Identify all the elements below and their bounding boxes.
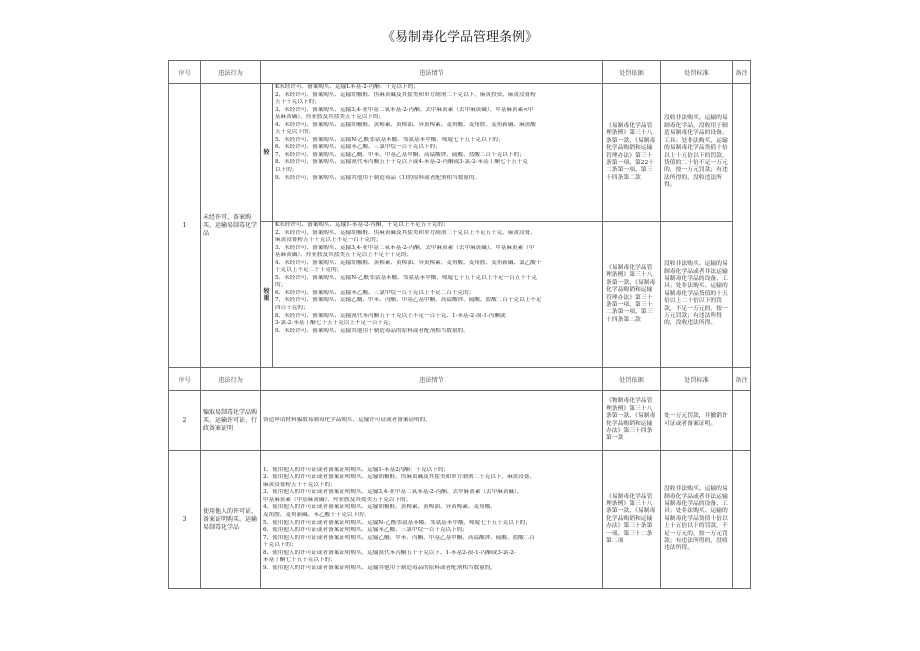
header-row [169,61,751,84]
plot-line: 4、使用他人的许可证或者备案证明购买、运输胡椒醛、黄樟素、黄樟油、异黄樟素、麦角酸、 [263,504,496,511]
header2-seq: 序号 [169,368,201,391]
row3-penalty: 没收非法购买、运输的易制毒化学品或者非法运输易制毒化学品的设备、工具；处非法购买、运输的易制毒化学品货值十倍以上十五倍以下的罚款，不足一万元的，按一万元罚款；有违法所得的，没收违法所得。 [661,451,733,589]
plot-line: 麻黄浸膏粉五十千克以下的； [263,481,336,488]
plot-line: K未经许可、备案购买、运输L苯基-2-丙酮：千克以下的； [275,84,419,90]
plot-line: 6、未经许可、备案购买、运输苯乙酸、三氯甲烷一百千克以上不足二百千克的； [275,289,475,296]
plot-line: 四百千克的； [275,305,309,312]
plot-line: 五千克以下的； [275,129,315,136]
row2 [169,391,751,451]
penalty-table-part2 [168,367,751,589]
row2-plot: 伪造申请材料骗取易制毒化学品购买、运输许可证或者备案证明的。 [261,391,603,451]
row2-seq: 2 [169,391,201,451]
row2-penalty: 处一万元罚款，并撤销许可证或者备案证明。 [661,391,733,451]
row1-light-basis: 《易制毒化学品管理条例》第三十八条第一款、《易制毒化学品购销和运输管理办法》第三十条第一项、第三十二条第一项、第三十四条第二款 [603,222,661,368]
document-title: 《易制毒化学品管理条例》 [381,30,538,45]
plot-line: 9、未经许可、备案购买、运输其他用于制造毒品（1)的原料或者配剂相当数量的。 [275,174,481,181]
plot-line: 五十千克以下的； [275,99,320,106]
plot-line: K未经许可、备案购买、运输1-苯基-2-丙酮，千克以上不足五千克的； [275,222,449,228]
plot-line: 千克以下的； [263,542,297,549]
header-behavior: 违法行为 [201,61,261,84]
plot-line: 2、未经许可、备案购买、运输胡椒醛、伪麻黄碱及其盐类和单方制剂二千克以上不足五千克、麻黄浸膏、 [275,229,536,236]
row3-remark [733,451,751,589]
header2-basis: 处罚依据 [603,368,661,391]
plot-line: 8、未经许可、备案购买、运输溴代苯丙酮五十千克以上不足一百千克、1-苯基-2-溴-1-丙酮或 [275,312,506,319]
header2-standard: 处罚标准 [661,368,733,391]
plot-line: 4、未经许可、备案购买、运输胡椒醛、黄樟素、黄樟油、异黄樟素、麦角酸、麦角胺、麦角新碱、麻黄酸 [275,121,536,128]
plot-line: 以下的； [275,167,298,174]
penalty-table-part1 [168,60,751,368]
plot-line: 6、使用他人的许可证或者备案证明购买、运输苯乙酸、三氯甲烷一百千克以下的； [263,527,468,534]
row1-heavy [169,84,751,222]
plot-line: 3-氯-2-苯基丁酮七十五千克以上不足一百千克； [275,320,395,327]
row2-behavior: 骗取易制毒化学品购买、运输许可证、行政备案证明 [201,391,261,451]
row3-behavior: 使用他人的许可证、备案证明购买、运输易制毒化学品 [201,451,261,589]
row1-light-plots [273,222,603,368]
plot-line: 基麻黄碱）、羟亚胺及其盐类五千克以上不足十千克的； [275,252,413,259]
plot-line: 7、使用他人的许可证或者备案证明购买、运输乙醚、甲苯、丙酮、甲基乙基甲酮、高锰酸钾、硫酸、盐酸二百 [263,534,536,541]
row1-behavior: 未经许可、备案购买、运输易制毒化学品 [201,84,261,368]
plot-line: 9、使用他人的许可证或者备案证明购买、运输其他用于制造毒品的原料或者配剂相当数量的。 [263,564,496,571]
plot-line: 9、未经许可、备案购买、运输其他用于制造毒品的原料或者配剂相当数量的。 [275,327,469,334]
plot-line: 7、未经许可、备案购买、运输乙醚、甲苯、丙酮、甲基乙基甲酮、高锰酸钾、硫酸、盐酸二百千克以上不足 [275,297,542,304]
plot-line: 2、未经许可、备案购买、运输胡椒醛、伪麻黄碱及其盐类和单方制剂二千克以下，麻黄投资、麻黄浸膏粉 [275,91,536,98]
header-seq: 序号 [169,61,201,84]
header-plot: 违法情节 [261,61,603,84]
plot-line: 2、使用他人的许可证或者备案证明购买、运输胡椒醛、伪麻黄碱及其盐类和单方制剂二千克以下、麻黄浸膏、 [263,474,536,481]
plot-line: 8、使用他人的许可证或者备案证明购买、运输溴代苯丙酮五十千克以下、1-苯基2-溴-1-丙酮或3-氯-2- [263,549,516,556]
plot-line: 3、未经许可、备案购买、运输3,4-亚甲基二氧苯基-2-丙酮、去甲麻黄素（去甲麻黄碱）、甲基麻黄素（甲 [275,244,535,251]
header2-plot: 违法情节 [261,368,603,391]
header2-behavior: 违法行为 [201,368,261,391]
row1-seq: 1 [169,84,201,368]
row2-remark [733,391,751,451]
header2-remark: 备注 [733,368,751,391]
row3-plots [261,451,603,589]
plot-line: 麦角胺、麦角新碱、苯乙酸十千克以下的； [263,511,370,518]
plot-line: 的； [275,282,287,289]
row1-level-heavy: 较 [261,84,273,222]
plot-line: 基麻黄碱），羟亚胺及其盐类五千克以下的； [275,114,385,121]
header-basis: 处罚依据 [603,61,661,84]
header-row-2 [169,368,751,391]
plot-line: 甲基麻黄素（甲基麻黄碱）、羟亚胺及其盐类五千克以下的； [263,496,412,503]
plot-line: 7、未经许可、备案购买、运输乙醚、甲苯、甲基乙基甲酮、高锰酸钾、硫酸、盐酸二百千克以下的； [275,151,525,158]
plot-line: 3、使用他人的许可证或者备案证明购买、运输3,4-亚甲基二氧苯基-2-丙酮、去甲麻黄素（去甲麻黄碱）、 [263,489,523,496]
header-standard: 处罚标准 [661,61,733,84]
plot-line: 千克以上不足二十千克的； [275,267,343,274]
row3 [169,451,751,589]
row2-basis: 《物制毒化学品管理条例》第三十八条第一款、《易制毒化学品购销和运输办法》第三十四条第一款 [603,391,661,451]
row1-heavy-plots [273,84,603,222]
row3-seq: 3 [169,451,201,589]
plot-line: 麻黄浸膏粉五十千克以上不足一百千克的； [275,237,382,244]
row1-heavy-penalty: 没收非法购买、运输的易制毒化学品，没收用于制造易制毒化学品的设备、工具；处非法购买、运输的易制毒化学品货值十倍以上十五倍以下的罚款，货值的二十倍不足一万元的，按一万元罚款；有违法所得的，没收违法所得。 [661,84,733,222]
row1-level-light: 较重 [261,222,273,368]
row1-remark [733,84,751,368]
plot-line: 5、未经许可、备案购买、运输N-乙酰邻氨基苯酸、邻氨基苯甲酸、哌啶七十五千克以上不足一百五十千克 [275,274,538,281]
plot-line: 5、未经许可、备案购买、运输N-乙酰邻氨基苯酸、邻氨基苯甲酸、哌啶七十五千克以下的； [275,136,504,143]
plot-line: 1、使用他人的许可证或者备案证明购买、运输1-苯基2丙酮：千克以下的； [263,466,449,473]
header-remark: 备注 [733,61,751,84]
plot-line: 苯基丁酮七十五千克以下的； [263,557,336,564]
row1-heavy-basis: 《易制毒化学品管理条例》第三十八条第一款、《易制毒化学品购销和运输管理办法》第三十条第一项、第22十二条第一项、第三十四条第二款 [603,84,661,222]
row1-light-penalty: 没收非法购买、运输的易制毒化学品或者非法运输易制毒化学品的设备、工具；处非法购买、运输的易制毒化学品货值的十五倍以上二十倍以下的罚款，不足一万元的，按一万元罚款；有违法所得的，没收违法所得。 [661,222,733,368]
plot-line: 6、未经许可、备案购买、运输苯乙酸、三氯甲烷一百千克以下的； [275,144,441,151]
plot-line: 5、使用他人的许可证或者备案证明购买、运输N-乙酰邻氨基苯酸、邻氨基苯甲酸、哌啶七十五千克以下的； [263,519,531,526]
row3-basis: 《易制毒化学品管理条例》第三十八条第一款、《易制毒化学品购销和运输办法》第三十条第一项、第三十二条第二项 [603,451,661,589]
plot-line: 4、未经许可、备案购买、运输胡椒醛、黄樟素、黄樟油、异黄樟素、麦角酸、麦角胺、麦角新碱、氯乙酸十 [275,259,542,266]
plot-line: 3、未经许可、备案购买、运输3,4-亚甲基二氧苯基-2-丙酮、去甲麻黄素（去甲麻黄碱）、甲基麻黄素<甲 [275,106,534,113]
plot-line: 8、未经许可、备案购买、运输溴代苯丙酮五十千克以下或4-苯基-2-丙酮或3-氯-2-苯基丁酮七十五千克 [275,159,528,166]
